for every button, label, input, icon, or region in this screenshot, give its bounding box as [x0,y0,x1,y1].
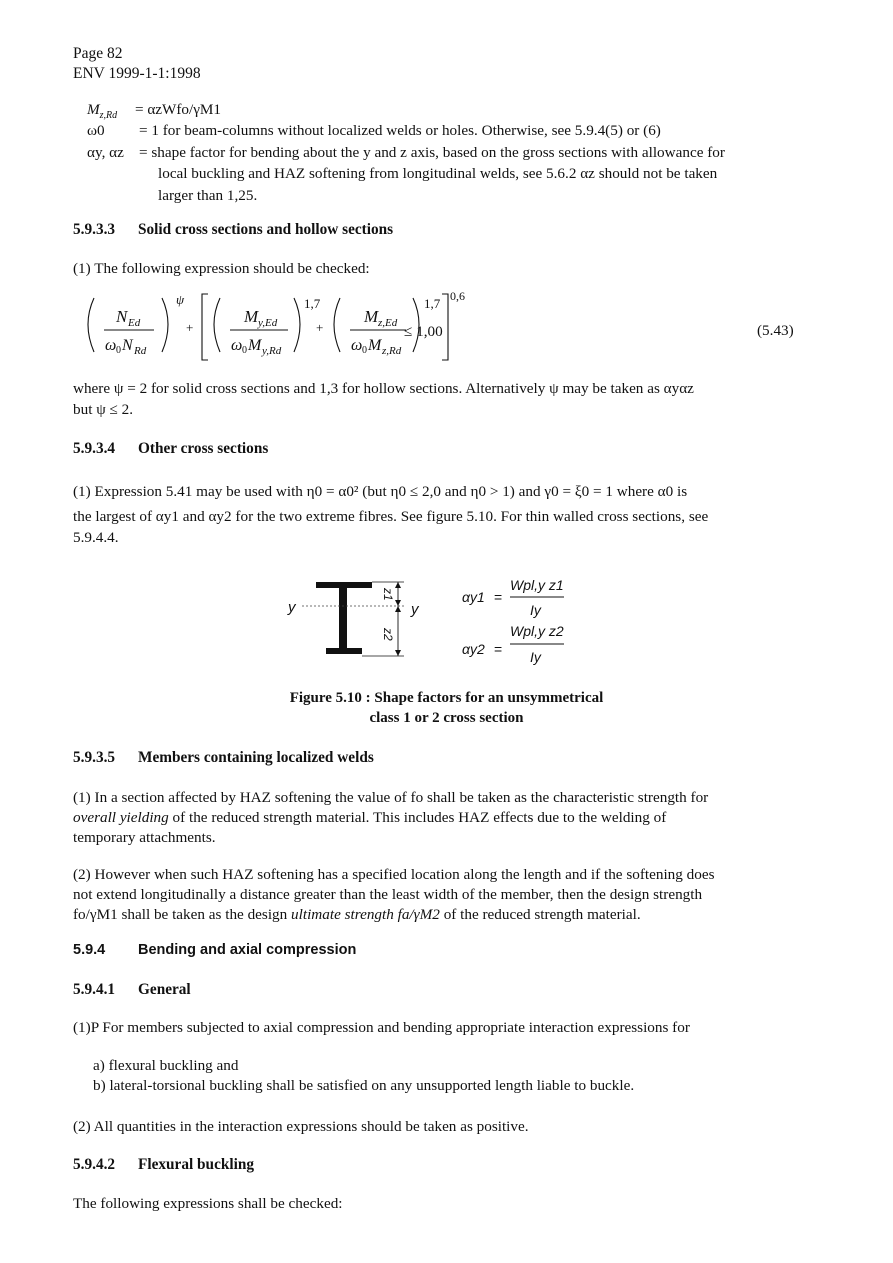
section-title: Other cross sections [138,440,269,457]
paragraph-line [73,808,666,828]
def-alpha-rhs-2: local buckling and HAZ softening from longitudinal welds, see 5.6.2 αz should not be taken [158,165,718,182]
section-title: Bending and axial compression [138,942,357,958]
section-title: Flexural buckling [138,1156,255,1173]
def-omega0-symbol: ω0 [87,122,105,139]
section-heading-5935 [73,749,374,767]
section-title: General [138,981,191,998]
emphasis: overall yielding [73,809,169,826]
text: of the reduced strength material. [439,906,641,923]
page-number: Page 82 [73,45,123,62]
alpha-y1-denominator: Iy [530,602,541,618]
svg-text:Ed: Ed [128,317,141,329]
list-item-b: b) lateral-torsional buckling shall be satisfied on any unsupported length liable to buckle. [93,1077,635,1094]
def-omega0 [87,121,105,141]
svg-text:0,6: 0,6 [450,289,465,303]
svg-text:ψ: ψ [176,292,185,307]
def-omega0-rhs: = 1 for beam-columns without localized welds or holes. Otherwise, see 5.9.4(5) or (6) [139,122,661,139]
def-alpha-rhs-3: larger than 1,25. [158,187,258,204]
paragraph-line [73,905,641,925]
figure-caption-line2: class 1 or 2 cross section [369,710,524,726]
svg-text:z,Rd: z,Rd [382,345,402,357]
document-id: ENV 1999-1-1:1998 [73,65,201,82]
svg-text:0: 0 [362,345,367,356]
section-heading-5933 [73,221,393,239]
paragraph: (1) Expression 5.41 may be used with η0 = α0² (but η0 ≤ 2,0 and η0 > 1) and γ0 = ξ0 = 1 where α0 is [73,483,688,500]
svg-text:1,7: 1,7 [304,296,321,311]
text: fo/γM1 shall be taken as the design [73,906,292,923]
section-number: 5.9.3.5 [73,749,116,766]
section-number: 5.9.3.3 [73,221,116,238]
svg-text:+: + [316,320,324,335]
def-alpha-symbol: αy, αz [87,144,124,161]
alpha-y2-numerator: Wpl,y z2 [510,623,564,639]
section-heading-5942 [73,1156,254,1174]
def-mzrd-symbol: M [87,101,100,118]
def-mzrd-sub: z,Rd [99,110,118,122]
section-heading-5941 [73,981,191,999]
paragraph: where ψ = 2 for solid cross sections and 1,3 for hollow sections. Alternatively ψ may be taken as αyαz [73,380,694,397]
svg-text:M: M [364,307,379,326]
paragraph: but ψ ≤ 2. [73,401,134,418]
svg-text:ω: ω [231,337,243,354]
def-mzrd-rhs: = αzWfo/γM1 [134,101,222,118]
z1-label: z1 [381,588,395,601]
svg-text:+: + [186,320,194,335]
section-number: 5.9.4.1 [73,981,116,998]
svg-text:ω: ω [105,337,117,354]
svg-text:0: 0 [242,345,247,356]
web [339,582,347,654]
section-heading-594 [73,942,356,958]
bottom-flange [326,648,362,654]
svg-text:z,Ed: z,Ed [378,317,398,329]
y-axis-right-label: y [411,601,419,618]
svg-text:y,Ed: y,Ed [258,317,278,329]
alpha-y2: αy2 [462,641,485,657]
svg-text:y,Rd: y,Rd [262,345,282,357]
section-number: 5.9.4.2 [73,1156,116,1173]
paragraph: the largest of αy1 and αy2 for the two extreme fibres. See figure 5.10. For thin walled cross sections, see [73,508,709,525]
svg-text:M: M [248,337,262,354]
paragraph: (1)P For members subjected to axial compression and bending appropriate interaction expressions for [73,1019,690,1036]
alpha-y1-numerator: Wpl,y z1 [510,577,564,593]
section-title: Members containing localized welds [138,749,374,766]
svg-text:M: M [244,307,259,326]
equation-rhs: ≤ 1,00 [404,323,443,340]
svg-text:N: N [122,337,133,354]
paragraph: The following expressions shall be checked: [73,1195,343,1212]
alpha-y1: αy1 [462,589,485,605]
paragraph: (1) The following expression should be checked: [73,260,370,277]
equation-number: (5.43) [757,322,794,339]
z2-label: z2 [381,628,395,641]
list-item-a: a) flexural buckling and [93,1057,239,1074]
equals-2: = [494,641,503,657]
figure-caption-line1: Figure 5.10 : Shape factors for an unsymmetrical [289,690,604,706]
paragraph: (1) In a section affected by HAZ softening the value of fo shall be taken as the characteristic strength for [73,789,709,806]
svg-text:M: M [368,337,382,354]
paragraph: temporary attachments. [73,829,216,846]
svg-text:1,7: 1,7 [424,296,441,311]
paragraph: (2) However when such HAZ softening has a specified location along the length and if the softening does [73,866,715,883]
equals-1: = [494,589,503,605]
section-number: 5.9.4 [73,942,106,958]
y-axis-left-label: y [288,599,296,616]
equation-5-43 [80,288,520,368]
paragraph: 5.9.4.4. [73,529,119,546]
section-number: 5.9.3.4 [73,440,116,457]
section-title: Solid cross sections and hollow sections [138,221,394,238]
svg-text:ω: ω [351,337,363,354]
def-mzrd [87,100,221,120]
svg-text:Rd: Rd [134,345,147,357]
figure-5-10 [280,568,600,683]
paragraph: (2) All quantities in the interaction expressions should be taken as positive. [73,1118,529,1135]
def-alpha-rhs-1: = shape factor for bending about the y and z axis, based on the gross sections with allowance for [139,144,725,161]
alpha-y2-denominator: Iy [530,649,541,665]
svg-text:N: N [116,307,128,326]
text: of the reduced strength material. This includes HAZ effects due to the welding of [168,809,667,826]
section-heading-5934 [73,440,268,458]
paragraph: not extend longitudinally a distance greater than the least width of the member, then the design strength [73,886,703,903]
emphasis: ultimate strength fa/γM2 [291,906,440,923]
svg-text:0: 0 [116,345,121,356]
